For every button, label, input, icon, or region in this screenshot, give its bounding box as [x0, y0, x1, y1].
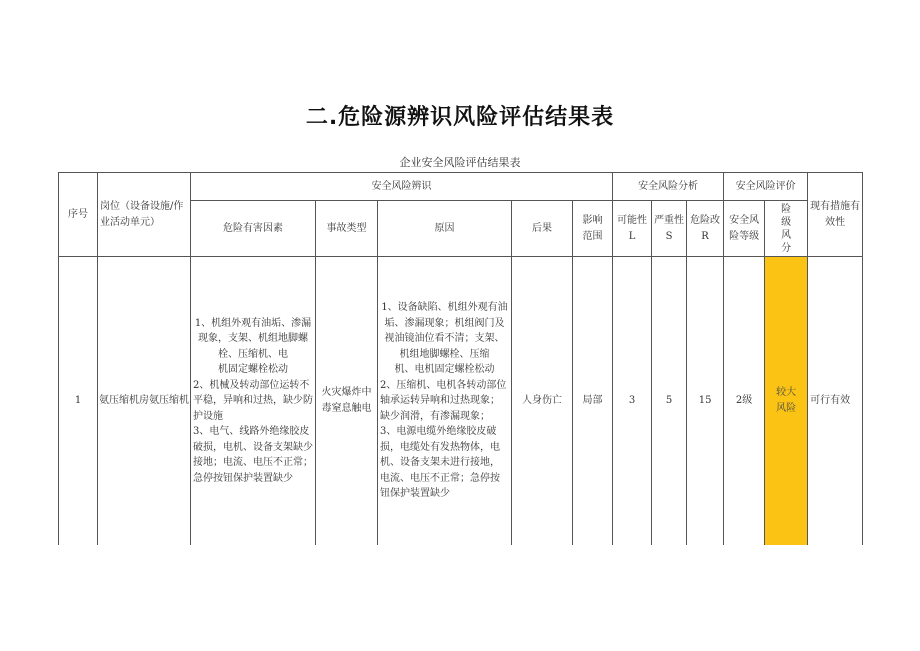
header-post: 岗位（设备设施/作业活动单元） — [98, 173, 191, 257]
header-grade-line1: 安全风 — [729, 215, 760, 226]
row-measures: 可行有效 — [808, 257, 863, 545]
header-row-1 — [59, 173, 863, 201]
header-evaluation: 安全风险评价 — [724, 173, 808, 201]
header-risk-line2: R — [701, 230, 709, 242]
header-consequence: 后果 — [512, 201, 573, 257]
cause-item-3: 3、电源电缆外绝缘胶皮破损，电缆处有发热物体，电机、设备支架未进行接地，电流、电压不正常；急停按钮保护装置缺少 — [380, 426, 500, 499]
document-title: 二.危险源辨识风险评估结果表 — [305, 105, 615, 130]
header-grade — [724, 201, 765, 257]
header-risk-line1: 危险改 — [690, 215, 721, 226]
header-likelihood — [613, 201, 652, 257]
header-likelihood-line2: L — [628, 230, 636, 242]
risk-level-line1: 较大 — [776, 387, 797, 399]
row-risk-value: 15 — [687, 257, 724, 545]
row-accident-type: 火灾爆炸中毒窒息触电 — [316, 257, 378, 545]
row-grade: 2级 — [724, 257, 765, 545]
header-scope — [573, 201, 613, 257]
hazard-item-1b: 机固定螺栓松动 — [218, 364, 288, 375]
header-level — [765, 201, 808, 257]
header-identification: 安全风险辨识 — [191, 173, 613, 201]
header-seq: 序号 — [59, 173, 98, 257]
table-caption: 企业安全风险评估结果表 — [399, 156, 521, 169]
header-analysis: 安全风险分析 — [613, 173, 724, 201]
header-severity-line2: S — [665, 230, 673, 242]
risk-level-line2: 风险 — [776, 402, 797, 414]
header-cause: 原因 — [378, 201, 512, 257]
hazard-item-3: 3、电气、线路外绝缘胶皮破损，电机、设备支架缺少接地；电流、电压不正常；急停按钮保护装置缺少 — [193, 426, 313, 484]
header-level-line1: 险 — [781, 203, 792, 215]
row-scope: 局部 — [573, 257, 613, 545]
row-risk-level — [765, 257, 808, 545]
row-severity: 5 — [652, 257, 687, 545]
row-consequence: 人身伤亡 — [512, 257, 573, 545]
header-likelihood-line1: 可能性 — [617, 215, 648, 226]
cause-item-1a: 1、设备缺陷、机组外观有油垢、渗漏现象；机组阀门及视油镜油位看不清；支架、机组地脚螺栓、压缩 — [381, 302, 508, 360]
row-cause — [378, 257, 512, 545]
row-seq: 1 — [59, 257, 98, 545]
table-row — [59, 257, 863, 545]
header-severity-line1: 严重性 — [654, 215, 685, 226]
header-scope-line2: 范围 — [582, 230, 603, 242]
risk-assessment-table — [58, 172, 863, 545]
header-level-line3: 风 — [781, 229, 792, 241]
header-grade-line2: 险等级 — [729, 230, 760, 242]
cause-item-2: 2、压缩机、电机各转动部位轴承运转异响和过热现象；缺少润滑，有渗漏现象； — [380, 379, 507, 422]
header-risk-value — [687, 201, 724, 257]
header-hazard-factors: 危险有害因素 — [191, 201, 316, 257]
header-accident-type: 事故类型 — [316, 201, 378, 257]
header-scope-line1: 影响 — [582, 215, 603, 226]
hazard-item-2: 2、机械及转动部位运转不平稳，异响和过热，缺少防护设施 — [193, 379, 313, 422]
header-measures: 现有措施有效性 — [808, 173, 863, 257]
row-likelihood: 3 — [613, 257, 652, 545]
header-severity — [652, 201, 687, 257]
hazard-item-1a: 1、机组外观有油垢、渗漏现象，支架、机组地脚螺栓、压缩机、电 — [194, 317, 312, 360]
cause-item-1b: 机、电机固定螺栓松动 — [394, 364, 495, 375]
row-post: 氨压缩机房氨压缩机 — [98, 257, 191, 545]
header-level-line2: 级 — [781, 216, 792, 228]
header-level-line4: 分 — [781, 242, 792, 254]
row-hazard-factors — [191, 257, 316, 545]
